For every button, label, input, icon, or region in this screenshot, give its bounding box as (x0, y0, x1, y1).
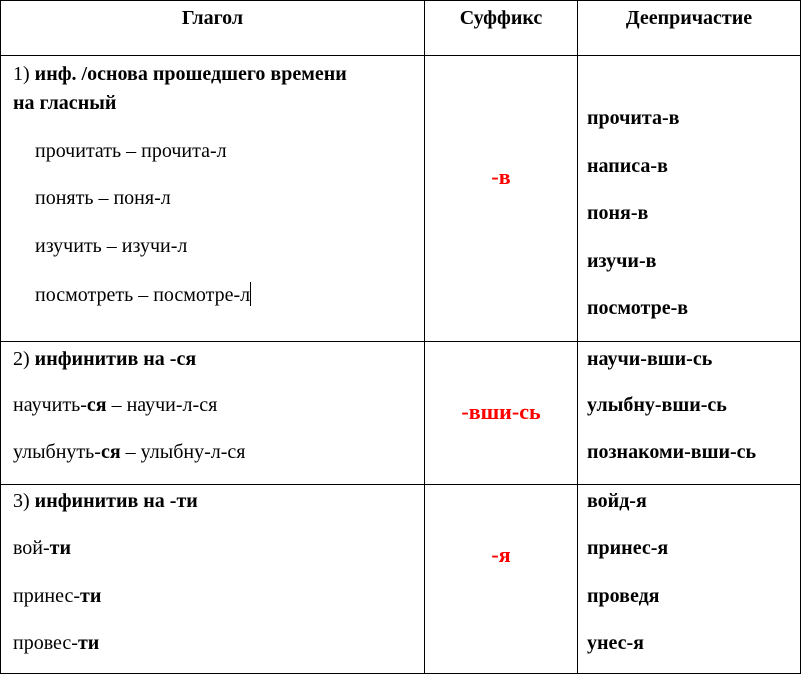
header-verb: Глагол (1, 1, 425, 56)
gerund-form: унес-я (587, 632, 645, 654)
table-row (1, 56, 801, 342)
example-ending: ся (86, 394, 107, 416)
text-cursor (250, 282, 251, 306)
example-stem: вой- (13, 537, 50, 559)
gerund-cell (578, 56, 801, 342)
example-line (13, 394, 217, 416)
suffix-value: -я (491, 542, 511, 567)
gerund-form: принес-я (587, 537, 669, 559)
rule-text: инфинитив на -ти (34, 490, 198, 512)
rule-heading (13, 348, 196, 370)
gerund-form: поня-в (587, 202, 649, 224)
header-row (1, 1, 801, 56)
suffix-cell (425, 485, 578, 674)
suffix-cell (425, 342, 578, 485)
gerund-form: улыбну-вши-сь (587, 394, 727, 416)
header-gerund: Деепричастие (578, 1, 801, 56)
example-ending: ти (77, 632, 100, 654)
header-suffix: Суффикс (425, 1, 578, 56)
gerund-form: научи-вши-сь (587, 348, 713, 370)
example-ending: ти (80, 585, 102, 607)
gerund-cell (578, 485, 801, 674)
suffix-cell (425, 56, 578, 342)
table-row (1, 485, 801, 674)
example-line: изучить – изучи-л (35, 235, 188, 257)
gerund-cell (578, 342, 801, 485)
example-line (13, 537, 71, 559)
example-line (35, 282, 251, 306)
gerund-form: изучи-в (587, 250, 657, 272)
gerund-form: войд-я (587, 490, 647, 512)
example-rest: – научи-л-ся (106, 394, 218, 416)
example-line (13, 632, 99, 654)
example-line: понять – поня-л (35, 187, 171, 209)
example-ending: ся (100, 441, 121, 463)
gerund-form: прочита-в (587, 107, 680, 129)
example-line (13, 441, 245, 463)
verb-cell (1, 56, 425, 342)
rule-number: 1) (13, 63, 30, 85)
example-stem: провес- (13, 632, 78, 654)
rule-text: на гласный (13, 92, 117, 114)
example-stem: принес- (13, 585, 81, 607)
example-stem: научить- (13, 394, 87, 416)
example-stem: улыбнуть- (13, 441, 101, 463)
rule-heading-cont (13, 92, 116, 114)
rule-number: 3) (13, 490, 30, 512)
example-rest: – улыбну-л-ся (120, 441, 246, 463)
verb-cell (1, 342, 425, 485)
rule-text: инфинитив на -ся (34, 348, 197, 370)
example-line: прочитать – прочита-л (35, 140, 227, 162)
table-row (1, 342, 801, 485)
gerund-form: проведя (587, 585, 660, 607)
gerund-form: написа-в (587, 155, 668, 177)
gerund-form: посмотре-в (587, 297, 689, 319)
rule-heading (13, 490, 198, 512)
verb-cell (1, 485, 425, 674)
rule-number: 2) (13, 348, 30, 370)
suffix-value: -в (491, 164, 511, 189)
rule-heading (13, 63, 347, 85)
example-ending: ти (49, 537, 72, 559)
rule-text: инф. /основа прошедшего времени (34, 63, 347, 85)
suffix-value: -вши-сь (461, 399, 541, 424)
example-text: посмотреть – посмотре-л (35, 284, 251, 306)
example-line (13, 585, 101, 607)
gerund-form: познакоми-вши-сь (587, 441, 757, 463)
